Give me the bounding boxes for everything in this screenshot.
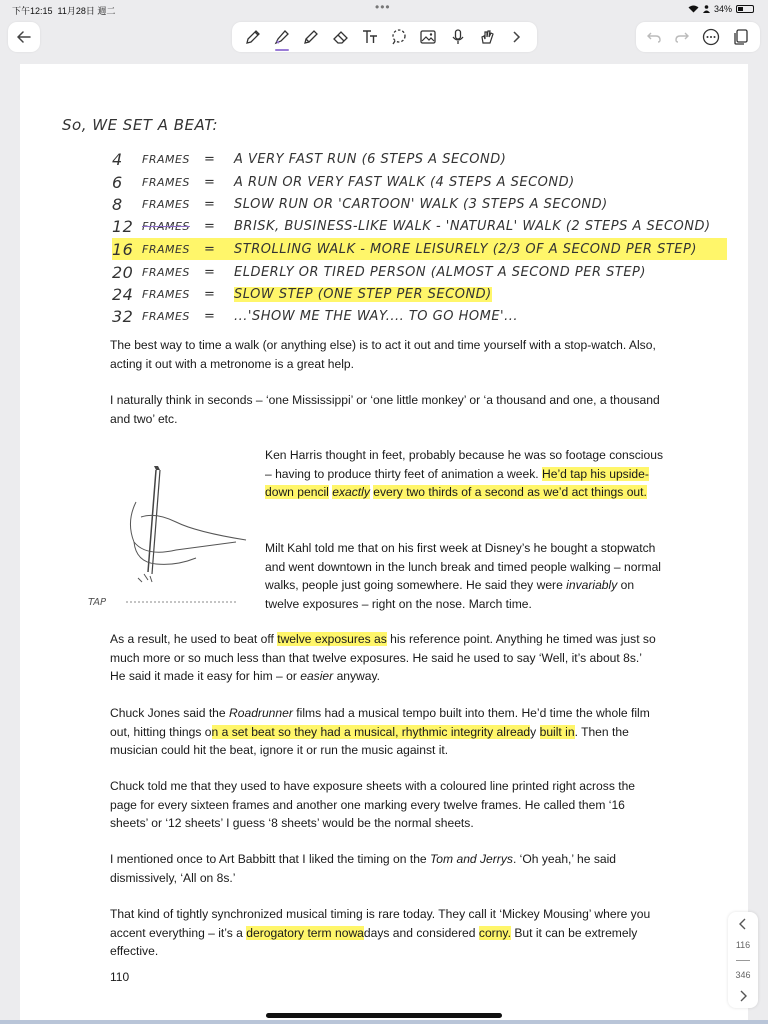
image-tool-button[interactable] [416, 25, 440, 49]
image-icon [419, 28, 437, 46]
chevron-right-icon [510, 30, 522, 44]
paragraph: Ken Harris thought in feet, probably because he was so footage conscious – having to produce thirty feet of animation a week. He’d tap his upside-down pencil exactly every two thirds of a second as we’d act things out. [265, 448, 663, 499]
paragraph: I naturally think in seconds – ‘one Mississippi’ or ‘one little monkey’ or ‘a thousand and one, a thousand and two’ etc. [110, 393, 660, 426]
beat-row: 4 FRAMES = A VERY FAST RUN (6 STEPS A SECOND) [112, 149, 507, 169]
next-page-button[interactable] [738, 990, 748, 1002]
undo-icon [646, 30, 662, 44]
beat-row: 20 FRAMES = ELDERLY OR TIRED PERSON (ALMOST A SECOND PER STEP) [112, 262, 646, 282]
arrow-left-icon [17, 31, 31, 43]
eraser-icon [332, 28, 350, 46]
wifi-icon [688, 5, 699, 13]
pen-tool-button[interactable] [241, 25, 265, 49]
home-indicator[interactable] [266, 1013, 502, 1018]
paragraph: As a result, he used to beat off twelve exposures as his reference point. Anything he timed was just so much more or so much less than that twelve exposures. He said he used to say ‘Well, it’s about 8s.’ He said it made it easy for him – or easier anyway. [110, 632, 656, 683]
more-options-button[interactable] [702, 28, 720, 46]
paragraph: Chuck told me that they used to have exposure sheets with a coloured line printed right across the page for every sixteen frames and another one marking every twelve frames. He called them ‘16 sheets’ or ‘12 sheets’ I guess ‘8 sheets’ would be the normal sheets. [110, 779, 636, 830]
beat-row: 6 FRAMES = A RUN OR VERY FAST WALK (4 STEPS A SECOND) [112, 172, 575, 192]
handwritten-title: So, WE SET A BEAT: [62, 116, 219, 134]
beat-row: 24 FRAMES = SLOW STEP (ONE STEP PER SECOND) [112, 284, 492, 304]
battery-icon [736, 5, 754, 13]
hand-tool-button[interactable] [475, 25, 499, 49]
multitask-dots[interactable]: ••• [375, 0, 391, 14]
pencil-icon [302, 28, 320, 46]
pencil-tool-button[interactable] [299, 25, 323, 49]
paragraph: That kind of tightly synchronized musical timing is rare today. They call it ‘Mickey Mousing’ where you accent everything – it’s a derogatory term nowadays and considered corny. But it can be extremely effective. [110, 907, 651, 958]
previous-page-button[interactable] [738, 918, 748, 930]
eraser-tool-button[interactable] [329, 25, 353, 49]
redo-button[interactable] [674, 30, 690, 44]
tap-label: TAP [88, 597, 107, 608]
text-icon [361, 28, 379, 46]
pen-icon [244, 28, 262, 46]
microphone-tool-button[interactable] [446, 25, 470, 49]
highlighter-icon [273, 28, 291, 46]
pages-button[interactable] [732, 28, 750, 46]
chevron-left-icon [738, 918, 748, 930]
battery-percent: 34% [713, 4, 732, 14]
lasso-icon [390, 28, 408, 46]
status-time: 下午12:15 11月28日 週二 [12, 6, 116, 16]
ellipsis-circle-icon [702, 28, 720, 46]
pencil-tapping-sketch [86, 462, 256, 612]
total-pages: 346 [735, 970, 751, 981]
undo-button[interactable] [646, 30, 662, 44]
page-divider [736, 960, 750, 961]
page-bottom-edge [0, 1020, 768, 1024]
status-right [688, 4, 754, 14]
status-bar [0, 0, 768, 18]
page-number: 110 [110, 970, 130, 984]
paragraph: Chuck Jones said the Roadrunner films had a musical tempo built into them. He’d time the whole film out, hitting things on a set beat so they had a musical, rhythmic integrity already built in. Then the musician could hit the beat, ignore it or run the music against it. [110, 706, 650, 757]
hand-icon [478, 28, 496, 46]
beat-row: 8 FRAMES = SLOW RUN OR 'CARTOON' WALK (3 STEPS A SECOND) [112, 194, 608, 214]
beat-row: 12 FRAMES = BRISK, BUSINESS-LIKE WALK - 'NATURAL' WALK (2 STEPS A SECOND) [112, 216, 711, 236]
page-navigator [728, 912, 758, 1008]
paragraph: The best way to time a walk (or anything else) is to act it out and time yourself with a stop-watch. Also, acting it out with a metronome is a great help. [110, 338, 656, 371]
redo-icon [674, 30, 690, 44]
back-button[interactable] [8, 22, 40, 52]
text-tool-button[interactable] [358, 25, 382, 49]
lasso-tool-button[interactable] [387, 25, 411, 49]
beat-row-highlighted: 16 FRAMES = STROLLING WALK - MORE LEISURELY (2/3 OF A SECOND PER STEP) [112, 238, 727, 260]
highlighter-tool-button[interactable] [270, 25, 294, 49]
drawing-toolbar [232, 22, 537, 52]
microphone-icon [449, 28, 467, 46]
toolbar-more-button[interactable] [504, 25, 528, 49]
chevron-right-icon [738, 990, 748, 1002]
person-icon [703, 5, 710, 13]
beat-row: 32 FRAMES = ...'SHOW ME THE WAY.... TO GO HOME'... [112, 306, 519, 326]
pages-icon [732, 28, 750, 46]
actions-toolbar [636, 22, 760, 52]
paragraph: Milt Kahl told me that on his first week at Disney’s he bought a stopwatch and went downtown in the lunch break and timed people walking – normal walks, people just going somewhere. He said they were invariably on twelve exposures – right on the nose. March time. [265, 541, 661, 611]
paragraph: I mentioned once to Art Babbitt that I liked the timing on the Tom and Jerrys. ‘Oh yeah,’ he said dismissively, ‘All on 8s.’ [110, 852, 617, 885]
current-page: 116 [735, 939, 751, 950]
